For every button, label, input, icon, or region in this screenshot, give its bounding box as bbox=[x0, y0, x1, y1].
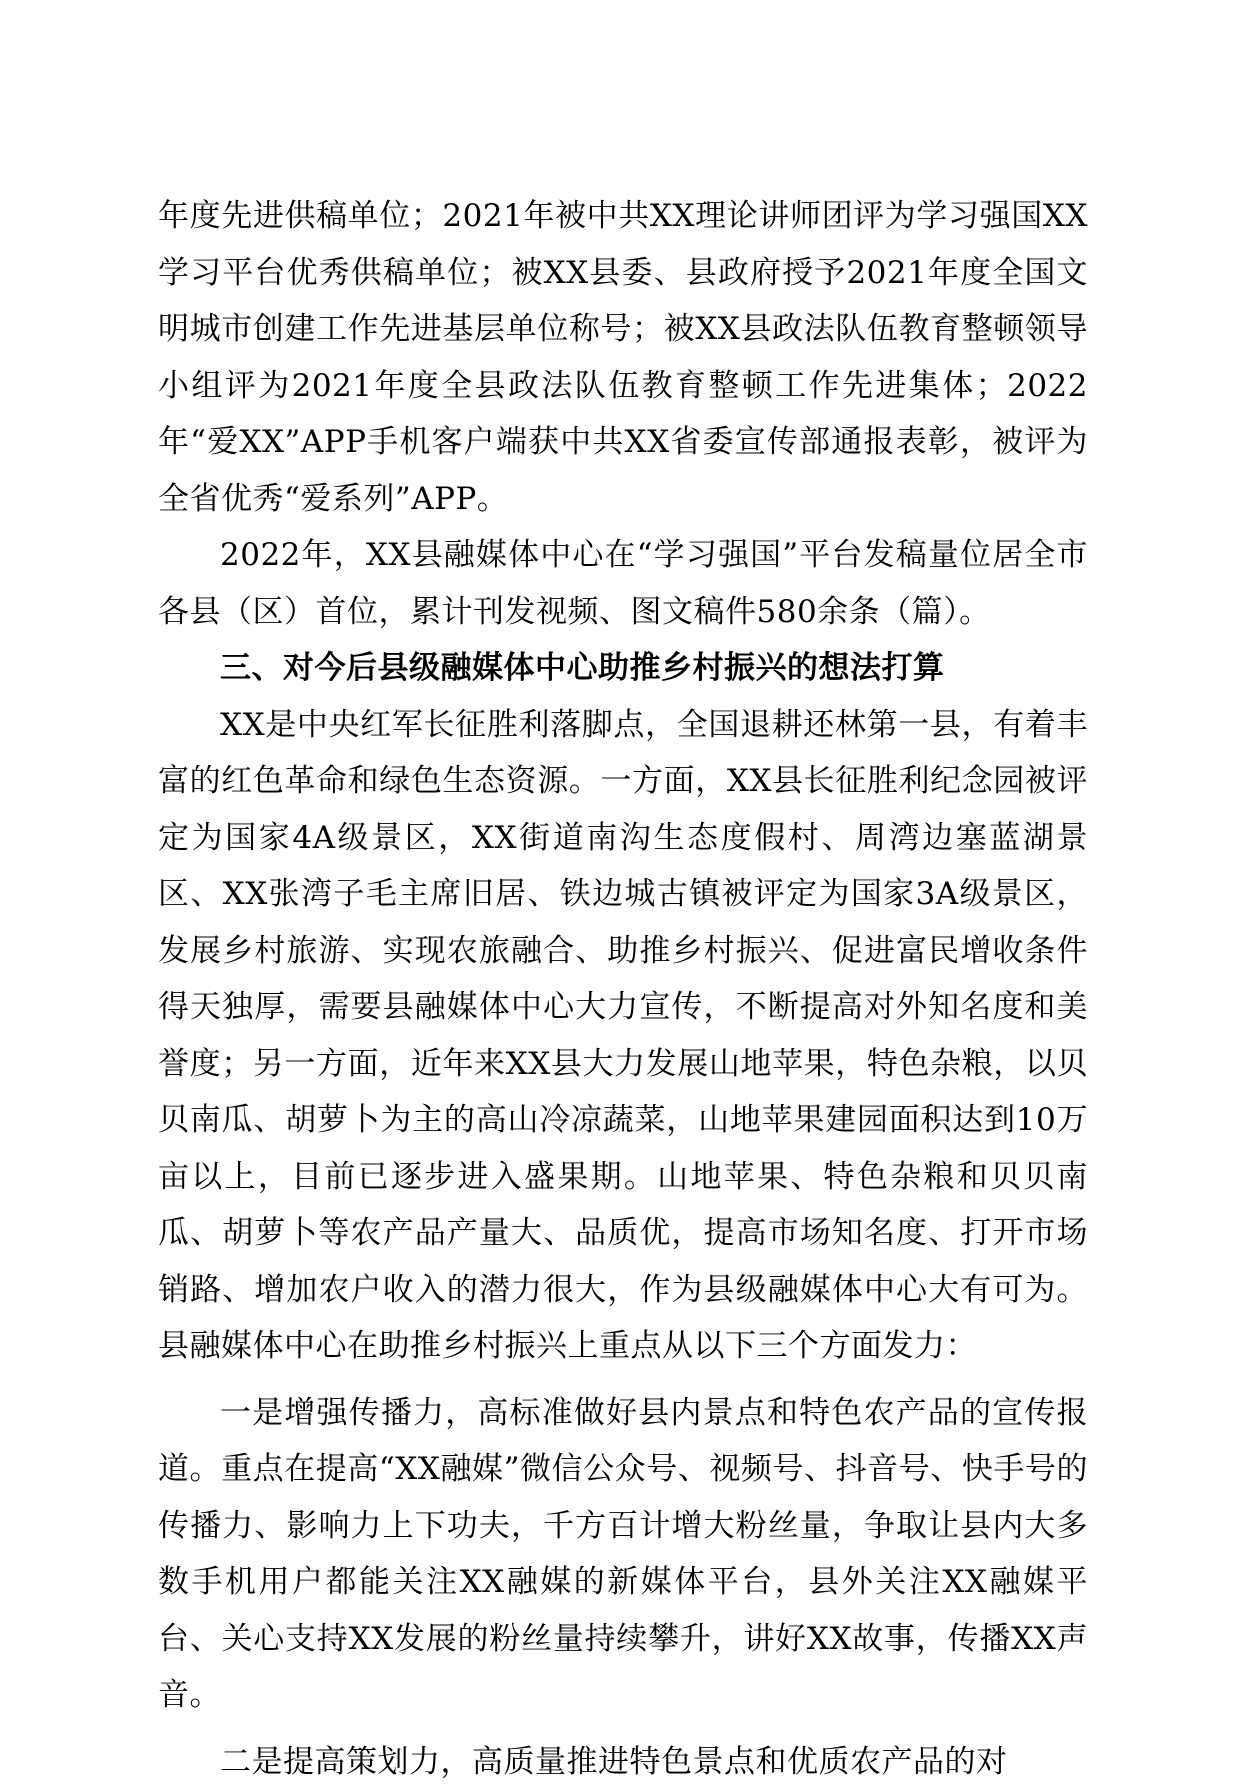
paragraph-point-one-communication: 一是增强传播力，高标准做好县内景点和特色农产品的宣传报道。重点在提高“XX融媒”微信公众号、视频号、抖音号、快手号的传播力、影响力上下功夫，千方百计增大粉丝量，争取让县内大多数手机用户都能关注XX融媒的新媒体平台，县外关注XX融媒平台、关心支持XX发展的粉丝量持续攀升，讲好XX故事，传播XX声音。 bbox=[158, 1385, 1088, 1724]
paragraph-awards-continued: 年度先进供稿单位；2021年被中共XX理论讲师团评为学习强国XX学习平台优秀供稿单位；被XX县委、县政府授予2021年度全国文明城市创建工作先进基层单位称号；被XX县政法队伍教育整顿领导小组评为2021年度全县政法队伍教育整顿工作先进集体；2022年“爱XX”APP手机客户端获中共XX省委宣传部通报表彰，被评为全省优秀“爱系列”APP。 bbox=[158, 188, 1088, 527]
paragraph-county-overview: XX是中央红军长征胜利落脚点，全国退耕还林第一县，有着丰富的红色革命和绿色生态资源。一方面，XX县长征胜利纪念园被评定为国家4A级景区，XX街道南沟生态度假村、周湾边塞蓝湖景区、XX张湾子毛主席旧居、铁边城古镇被评定为国家3A级景区，发展乡村旅游、实现农旅融合、助推乡村振兴、促进富民增收条件得天独厚，需要县融媒体中心大力宣传，不断提高对外知名度和美誉度；另一方面，近年来XX县大力发展山地苹果，特色杂粮，以贝贝南瓜、胡萝卜为主的高山冷凉蔬菜，山地苹果建园面积达到10万亩以上，目前已逐步进入盛果期。山地苹果、特色杂粮和贝贝南瓜、胡萝卜等农产品产量大、品质优，提高市场知名度、打开市场销路、增加农户收入的潜力很大，作为县级融媒体中心大有可为。县融媒体中心在助推乡村振兴上重点从以下三个方面发力： bbox=[158, 697, 1088, 1375]
paragraph-xuexi-qiangguo-stats: 2022年，XX县融媒体中心在“学习强国”平台发稿量位居全市各县（区）首位，累计刊发视频、图文稿件580余条（篇）。 bbox=[158, 527, 1088, 640]
paragraph-point-two-planning: 二是提高策划力，高质量推进特色景点和优质农产品的对 bbox=[158, 1734, 1088, 1790]
document-page bbox=[158, 188, 1088, 1790]
section-heading-future-plans: 三、对今后县级融媒体中心助推乡村振兴的想法打算 bbox=[158, 640, 1088, 697]
